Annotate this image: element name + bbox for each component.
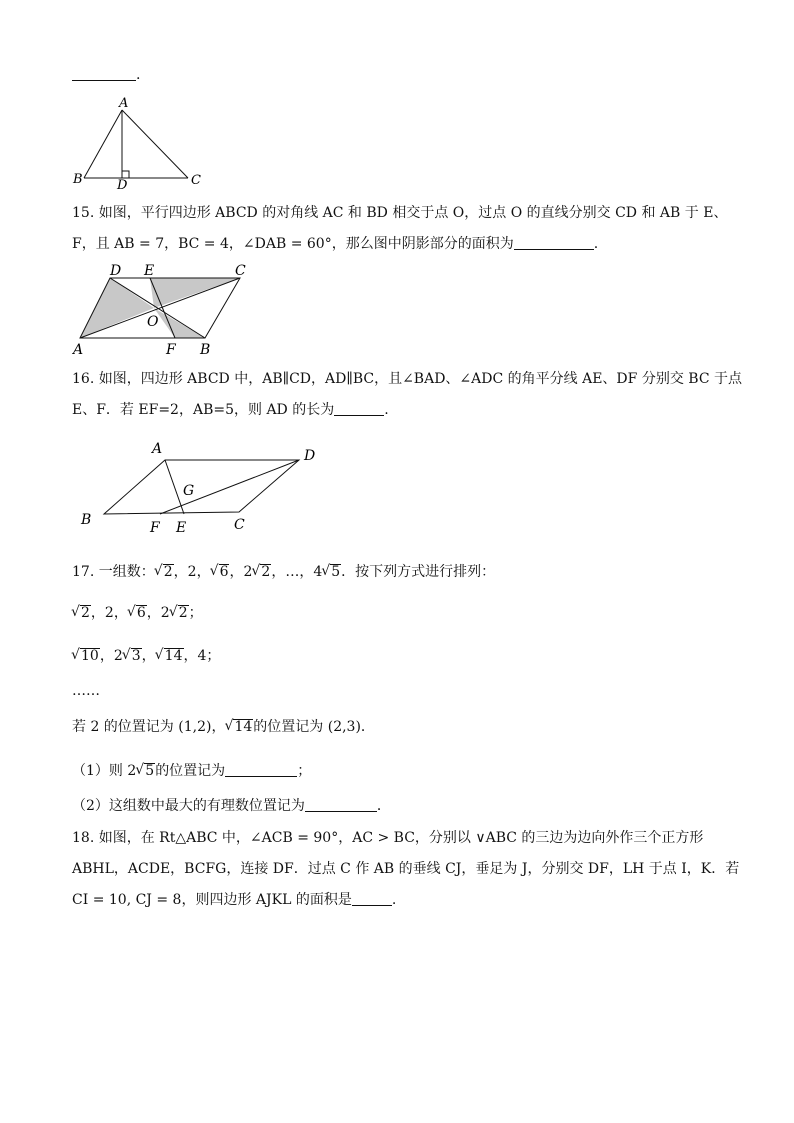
q18-line3: CI = 10, CJ = 8，则四边形 AJKL 的面积是 . — [72, 892, 397, 908]
q16-answer-blank[interactable] — [334, 401, 384, 416]
parallelogram-figure-q15 — [70, 258, 260, 358]
q18-line1: 18. 如图，在 Rt△ABC 中，∠ACB = 90°，AC > BC，分别以 ∨ABC 的三边为边向外作三个正方形 — [72, 830, 704, 846]
sqrt-2b: √ 2 — [260, 564, 271, 579]
sqrt-5: √ 5 — [330, 564, 341, 579]
q17-row2: √ 10，2√ 3，√ 14，4； — [72, 647, 220, 665]
q18-line2: ABHL，ACDE，BCFG，连接 DF．过点 C 作 AB 的垂线 CJ，垂足为 J，分别交 DF，LH 于点 I，K．若 — [72, 861, 740, 877]
label-a: A — [152, 441, 163, 457]
row1-sqrt-2: √ 2 — [80, 605, 91, 620]
label-d: D — [304, 448, 316, 464]
sub1-sqrt-5: √ 5 — [144, 763, 155, 778]
top-answer-line: . — [72, 66, 140, 84]
q17-condition: 若 2 的位置记为 (1,2)，√ 14的位置记为 (2,3)． — [72, 718, 375, 736]
q17-sub1: （1）则 2√ 5的位置记为 ； — [72, 762, 311, 780]
q17-1-answer-blank[interactable] — [225, 762, 297, 777]
q17-sub2: （2）这组数中最大的有理数位置记为 ． — [72, 798, 391, 814]
label-b: B — [73, 172, 83, 187]
q15-answer-blank[interactable] — [514, 235, 594, 250]
triangle-figure — [70, 94, 210, 190]
label-d: D — [110, 263, 122, 279]
answer-blank[interactable] — [72, 66, 136, 81]
row2-sqrt-14: √ 14 — [164, 648, 184, 663]
label-c: C — [235, 263, 246, 279]
row2-sqrt-3: √ 3 — [131, 648, 142, 663]
shaded-region-top — [150, 278, 240, 308]
label-d: D — [117, 178, 128, 190]
label-a: A — [73, 342, 84, 358]
q16-line2: E、F．若 EF=2，AB=5，则 AD 的长为 . — [72, 402, 389, 418]
q16-line1: 16. 如图，四边形 ABCD 中，AB∥CD，AD∥BC，且∠BAD、∠ADC 的角平分线 AE、DF 分别交 BC 于点 — [72, 371, 742, 387]
q17-row1: √ 2，2，√ 6，2√ 2； — [72, 604, 203, 622]
q17-2-answer-blank[interactable] — [305, 797, 377, 812]
q17-dots: …… — [72, 683, 100, 699]
label-a: A — [119, 96, 129, 111]
row2-sqrt-10: √ 10 — [80, 648, 100, 663]
label-e: E — [144, 263, 155, 279]
label-e: E — [176, 520, 187, 536]
label-f: F — [150, 520, 160, 536]
row1-sqrt-6: √ 6 — [136, 605, 147, 620]
shaded-region-left — [80, 278, 154, 338]
cond-sqrt-14: √ 14 — [233, 719, 253, 734]
label-f: F — [166, 342, 176, 358]
label-b: B — [81, 512, 92, 528]
sqrt-2: √ 2 — [163, 564, 174, 579]
q18-answer-blank[interactable] — [352, 891, 392, 906]
q17-line1: 17. 一组数：√ 2，2，√ 6，2√ 2，…，4√ 5．按下列方式进行排列： — [72, 563, 495, 581]
label-c: C — [191, 173, 201, 188]
sqrt-6: √ 6 — [219, 564, 230, 579]
label-c: C — [234, 517, 245, 533]
label-g: G — [183, 483, 195, 499]
row1-sqrt-2b: √ 2 — [178, 605, 189, 620]
label-o: O — [147, 314, 159, 330]
q15-line1: 15. 如图，平行四边形 ABCD 的对角线 AC 和 BD 相交于点 O，过点 O 的直线分别交 CD 和 AB 于 E、 — [72, 205, 728, 221]
parallelogram-figure-q16 — [76, 436, 336, 538]
q15-line2: F，且 AB = 7，BC = 4，∠DAB = 60°，那么图中阴影部分的面积为 . — [72, 236, 599, 252]
label-b: B — [200, 342, 211, 358]
